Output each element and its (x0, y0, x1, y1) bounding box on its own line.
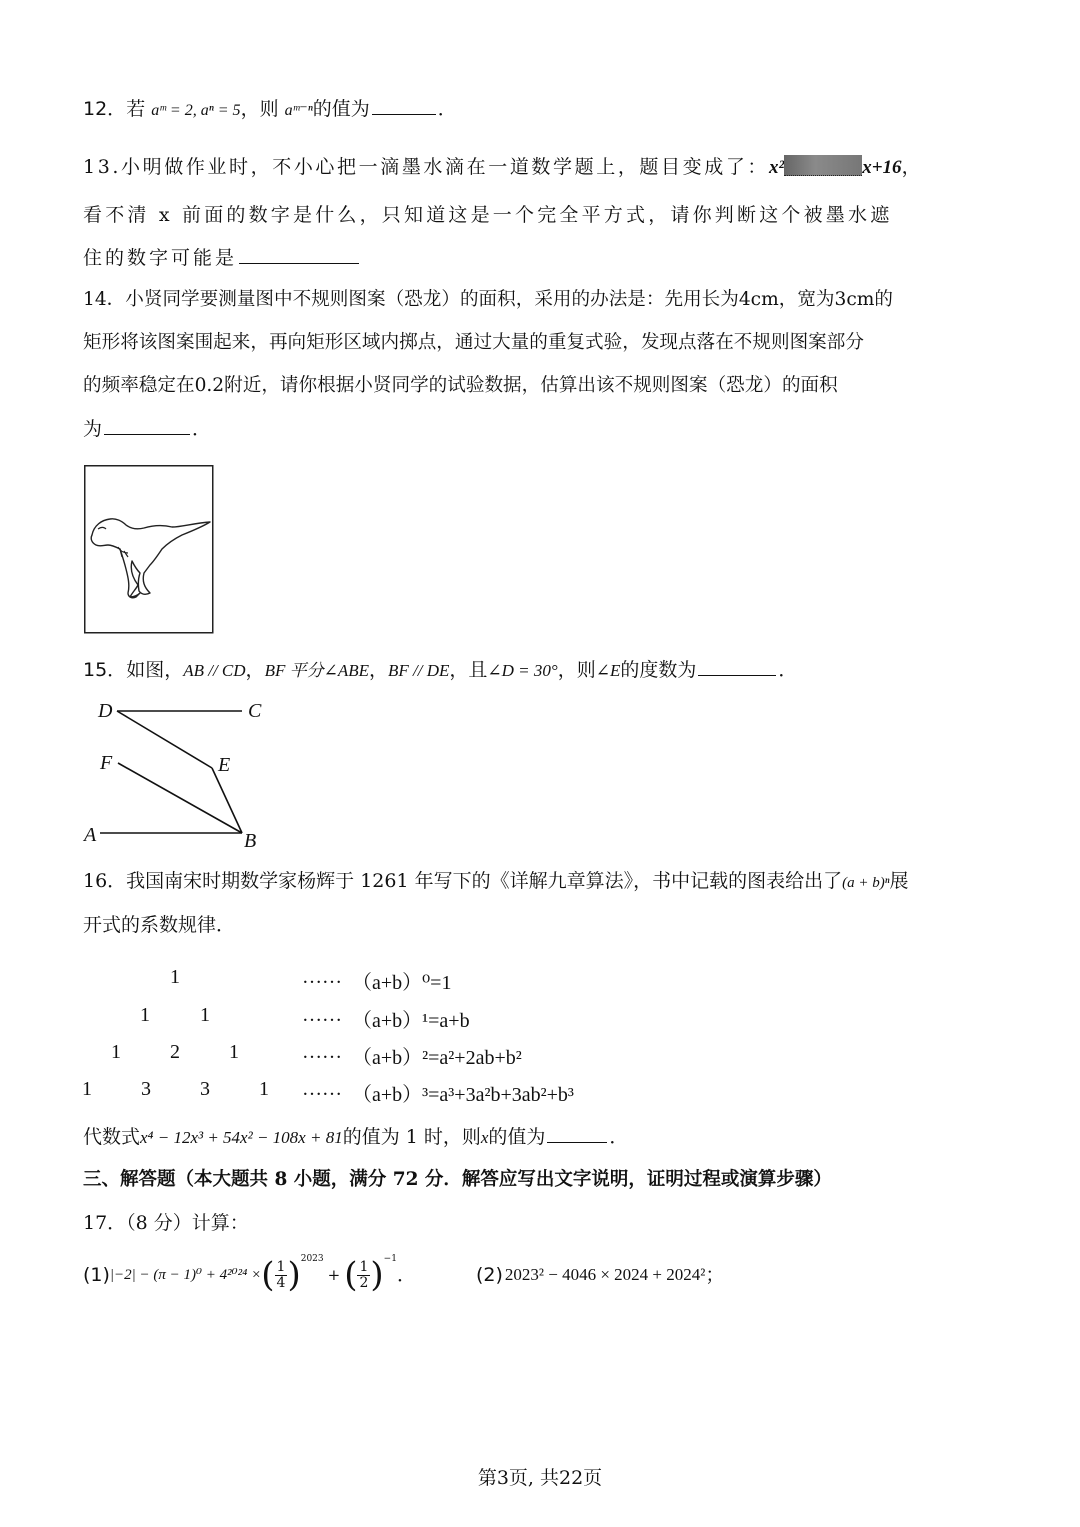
frac2-den: 2 (359, 1274, 369, 1291)
q17-part1-end: ． (396, 1263, 416, 1286)
q16-binomial: (a + b)ⁿ (842, 875, 890, 891)
q16-line1-post: 展 (889, 870, 909, 892)
tri-row3-c3: 1 (259, 1078, 269, 1100)
q17-exp-2023: 2023 (300, 1254, 324, 1264)
frac2-num: 1 (359, 1258, 369, 1275)
question-13-line-1 (83, 155, 923, 180)
question-14-line-1: 14．小贤同学要测量图中不规则图案（恐龙）的面积，采用的办法是：先用长为4cm，宽为3cm的 (83, 289, 893, 310)
q16-final-end: ． (609, 1126, 629, 1148)
q15-cond-3: BF // DE (388, 661, 450, 680)
q15-cond-1: AB // CD (183, 661, 246, 680)
dinosaur-arm (118, 547, 128, 557)
row1-expansion: （a+b）¹=a+b (352, 1010, 470, 1032)
label-f: F (100, 752, 113, 774)
q15-sep-1: ， (245, 659, 265, 681)
q15-sep-2: ， (368, 659, 388, 681)
ink-blot (784, 155, 862, 176)
q13-line1-end: ， (901, 156, 924, 178)
q15-sep-4: ，则 (557, 659, 596, 681)
q12-mid: ，则 (240, 98, 279, 120)
label-d: D (98, 700, 113, 722)
q12-answer-blank[interactable] (372, 113, 436, 115)
q15-text1: 如图， (126, 659, 184, 681)
q17-part2-end: ； (705, 1263, 725, 1286)
dinosaur-eye (98, 528, 106, 530)
section-3-title: 三、解答题（本大题共 8 小题，满分 72 分．解答应写出文字说明，证明过程或演算步骤） (83, 1169, 832, 1190)
q17-part1-label: (1) (83, 1263, 110, 1286)
frac1-num: 1 (276, 1258, 286, 1275)
frac1-den: 4 (276, 1274, 286, 1291)
q13-x-squared: x² (769, 157, 785, 178)
label-e: E (218, 754, 231, 776)
q15-angle-e: ∠E (595, 661, 621, 680)
q13-x-plus-16: x+16 (862, 157, 902, 178)
row2-expansion: （a+b）²=a²+2ab+b² (352, 1047, 522, 1069)
dinosaur-frame (85, 466, 213, 633)
question-13-line-3 (83, 247, 361, 270)
q15-sep-3: ，且 (449, 659, 488, 681)
tri-row1-c0: 1 (140, 1004, 150, 1026)
question-14-line-3: 的频率稳定在0.2附近，请你根据小贤同学的试验数据，估算出该不规则图案（恐龙）的面积 (83, 375, 838, 396)
fraction-one-quarter (275, 1260, 288, 1290)
row3-expansion: （a+b）³=a³+3a²b+3ab²+b³ (352, 1084, 574, 1106)
q16-variable: x (480, 1128, 489, 1147)
row2-dots: …… (302, 1041, 342, 1063)
q15-cond-4: ∠D = 30° (487, 661, 558, 680)
fraction-one-half (357, 1260, 370, 1290)
tri-row2-c0: 1 (111, 1041, 121, 1063)
q16-line1-text: 16．我国南宋时期数学家杨辉于 1261 年写下的《详解九章算法》，书中记载的图表给出了 (83, 870, 843, 892)
question-17-parts: (1) |−2| − (π − 1)⁰ + 4²⁰²⁴ × ( $\frac{1}{4}$ ) 2023 + ( $\frac{1}{2}$ ) −1 ． (2) 2023² − 4046 × 2024 + 2024² ； (83, 1254, 725, 1295)
question-17-head: 17．（8 分）计算： (83, 1212, 249, 1234)
question-16-line-2: 开式的系数规律． (83, 914, 236, 936)
question-16-line-1 (83, 870, 908, 893)
question-14-line-4 (83, 418, 211, 441)
tri-row0-c0: 1 (170, 966, 180, 988)
q12-pre: 若 (126, 98, 146, 120)
question-13-line-2: 看不清 x 前面的数字是什么，只知道这是一个完全平方式，请你判断这个被墨水遮 (83, 204, 893, 226)
tri-row3-c0: 1 (82, 1078, 92, 1100)
q14-line4-end: ． (192, 418, 212, 440)
label-a: A (84, 824, 97, 846)
q15-end: ． (778, 659, 798, 681)
tri-row2-c2: 1 (229, 1041, 239, 1063)
question-15 (83, 659, 797, 682)
segment-de (117, 711, 212, 768)
q16-final-pre: 代数式 (83, 1126, 141, 1148)
q17-part2-expr: 2023² − 4046 × 2024 + 2024² (504, 1264, 706, 1284)
q13-line3-text: 住的数字可能是 (83, 247, 238, 269)
page-footer: 第3页, 共22页 (477, 1467, 603, 1489)
question-12 (83, 98, 457, 121)
row1-dots: …… (302, 1004, 342, 1026)
segment-eb (212, 768, 242, 833)
tri-row3-c2: 3 (200, 1078, 210, 1100)
tri-row3-c1: 3 (141, 1078, 151, 1100)
q15-answer-blank[interactable] (698, 674, 776, 676)
q17-exp-neg1: −1 (383, 1254, 397, 1264)
q15-post: 的度数为 (620, 659, 697, 681)
label-b: B (244, 830, 257, 852)
q17-part2-label: (2) (475, 1263, 503, 1286)
question-14-line-2: 矩形将该图案围起来，再向矩形区域内掷点，通过大量的重复式验，发现点落在不规则图案部分 (83, 332, 864, 353)
dinosaur-outline (91, 519, 210, 598)
q12-expression: aᵐ⁻ⁿ (284, 102, 313, 119)
row0-expansion: （a+b）⁰=1 (352, 972, 452, 994)
row0-dots: …… (302, 966, 342, 988)
q16-final-post: 的值为 (488, 1126, 546, 1148)
q15-number: 15． (83, 659, 127, 681)
q17-plus: + (327, 1266, 341, 1284)
q12-condition: aᵐ = 2, aⁿ = 5 (151, 102, 241, 119)
q14-answer-blank[interactable] (104, 433, 190, 435)
question-16-final (83, 1126, 628, 1149)
q16-polynomial: x⁴ − 12x³ + 54x² − 108x + 81 (140, 1128, 343, 1147)
row3-dots: …… (302, 1078, 342, 1100)
q13-line1-text: 13.小明做作业时，不小心把一滴墨水滴在一道数学题上，题目变成了： (83, 156, 770, 178)
q16-answer-blank[interactable] (547, 1141, 607, 1143)
q16-final-mid: 的值为 1 时，则 (342, 1126, 481, 1148)
q17-part1-expr: |−2| − (π − 1)⁰ + 4²⁰²⁴ × (109, 1267, 262, 1283)
label-c: C (248, 700, 262, 722)
q14-line4-pre: 为 (83, 418, 103, 440)
dinosaur-figure (84, 465, 214, 634)
tri-row1-c1: 1 (200, 1004, 210, 1026)
q15-cond-2: BF 平分∠ABE (264, 661, 369, 680)
q12-post: 的值为 (312, 98, 370, 120)
q12-end: ． (437, 98, 457, 120)
q12-number: 12． (83, 98, 127, 120)
q13-answer-blank[interactable] (239, 262, 359, 264)
tri-row2-c1: 2 (170, 1041, 180, 1063)
